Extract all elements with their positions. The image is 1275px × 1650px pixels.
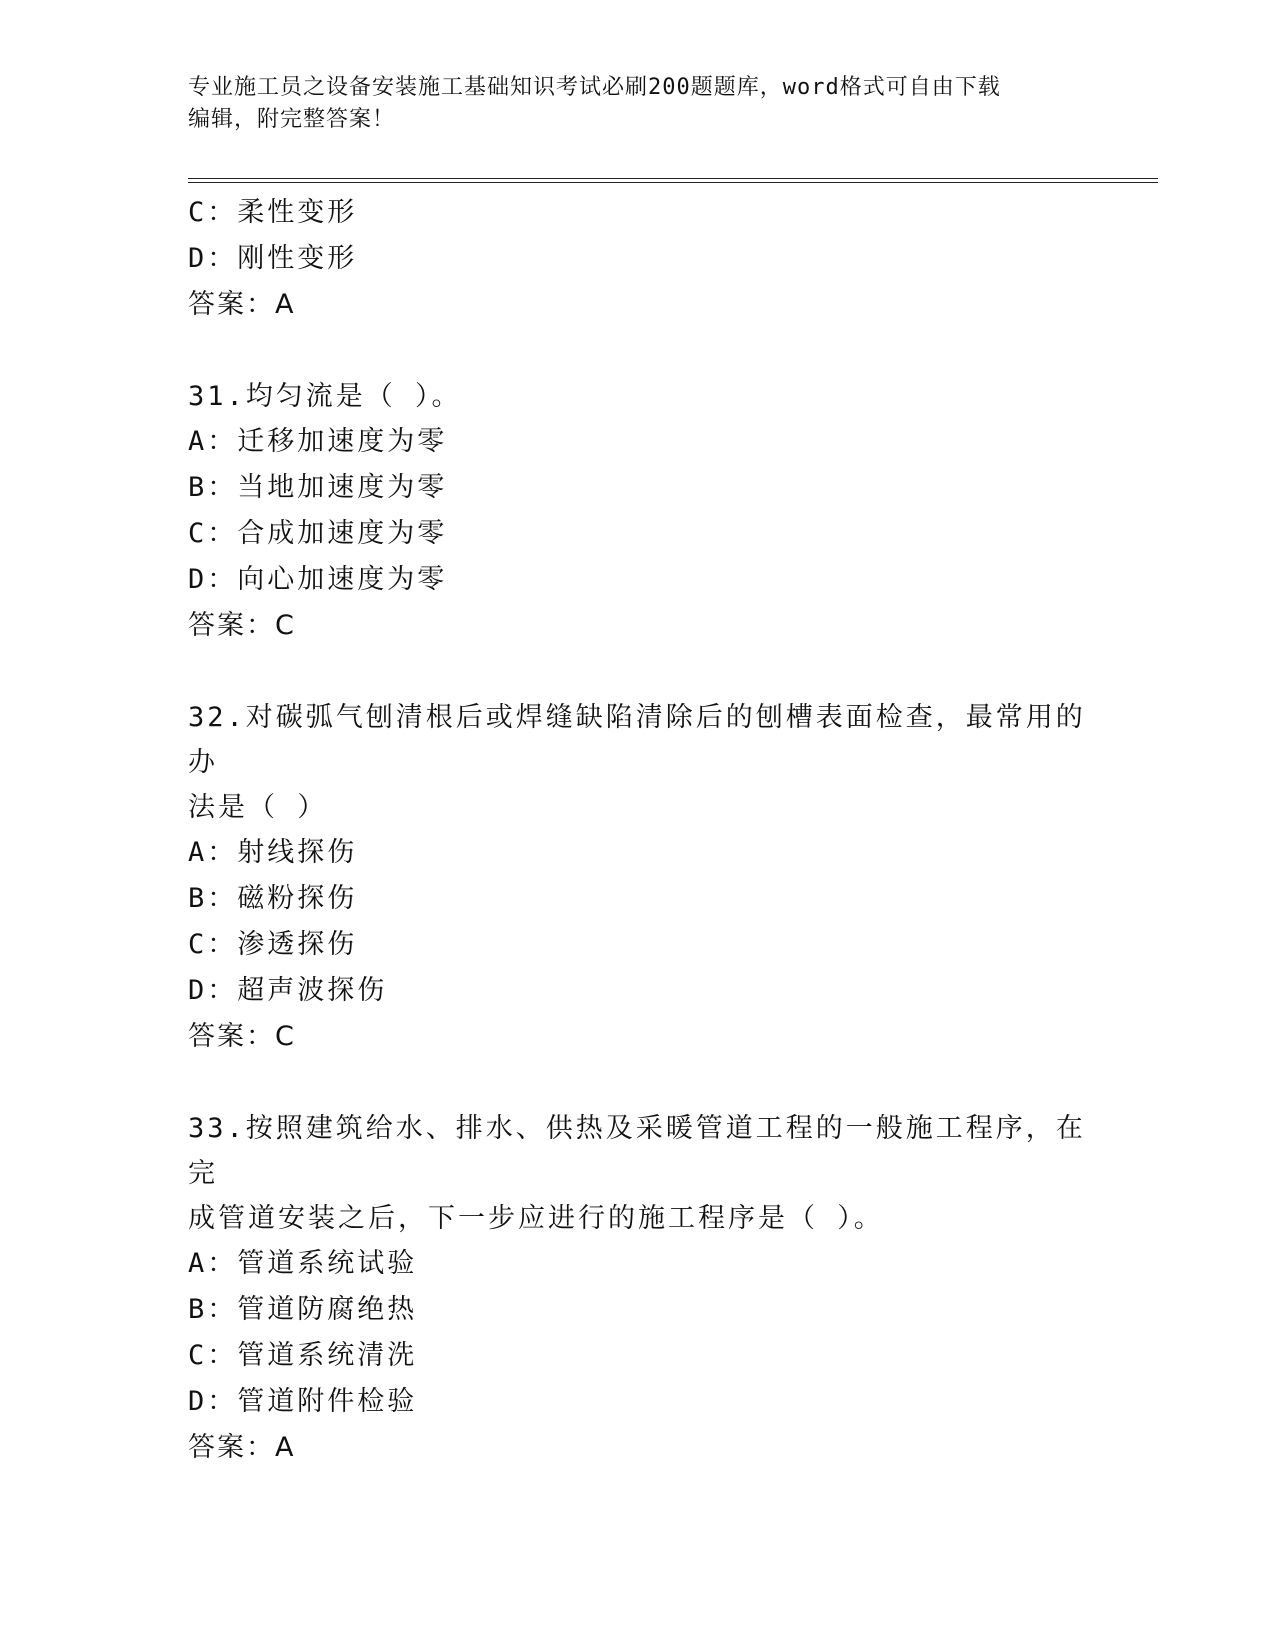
option-d: D：向心加速度为零 [188,564,448,595]
option-d: D：超声波探伤 [188,975,388,1006]
answer-line: 答案：A [188,289,296,320]
option-c: C：渗透探伤 [188,929,358,960]
option-b: B：磁粉探伤 [188,883,358,914]
answer-line: 答案：C [188,610,296,641]
option-b: B：当地加速度为零 [188,472,448,503]
question-stem: 31.均匀流是（ ）。 [188,381,462,412]
spacer [188,649,1088,695]
question-list [188,190,1088,1471]
option-c: C：合成加速度为零 [188,518,448,549]
option-c: C：管道系统清洗 [188,1340,418,1371]
header-title-line-2: 编辑，附完整答案！ [188,107,396,132]
header-divider-bottom [188,182,1158,183]
option-a: A：迁移加速度为零 [188,426,448,457]
question-32 [188,695,1088,1060]
answer-line: 答案：C [188,1021,296,1052]
question-stem-line-1: 33.按照建筑给水、排水、供热及采暖管道工程的一般施工程序，在完 [188,1113,1086,1189]
header-title-line-1: 专业施工员之设备安装施工基础知识考试必刷200题题库，word格式可自由下载 [188,75,1001,100]
option-d: D：管道附件检验 [188,1386,418,1417]
answer-line: 答案：A [188,1432,296,1463]
question-33 [188,1106,1088,1471]
option-c: C：柔性变形 [188,197,358,228]
option-d: D：刚性变形 [188,243,358,274]
document-header [188,72,1088,136]
question-stem-line-2: 成管道安装之后，下一步应进行的施工程序是（ ）。 [188,1203,884,1234]
question-stem-line-1: 32.对碳弧气刨清根后或焊缝缺陷清除后的刨槽表面检查，最常用的办 [188,702,1086,778]
spacer [188,328,1088,374]
question-31 [188,374,1088,649]
spacer [188,1060,1088,1106]
question-30-continuation [188,190,1088,328]
question-stem-line-2: 法是（ ） [188,792,328,823]
option-a: A：射线探伤 [188,837,358,868]
option-b: B：管道防腐绝热 [188,1294,418,1325]
option-a: A：管道系统试验 [188,1248,418,1279]
header-divider-top [188,178,1158,179]
